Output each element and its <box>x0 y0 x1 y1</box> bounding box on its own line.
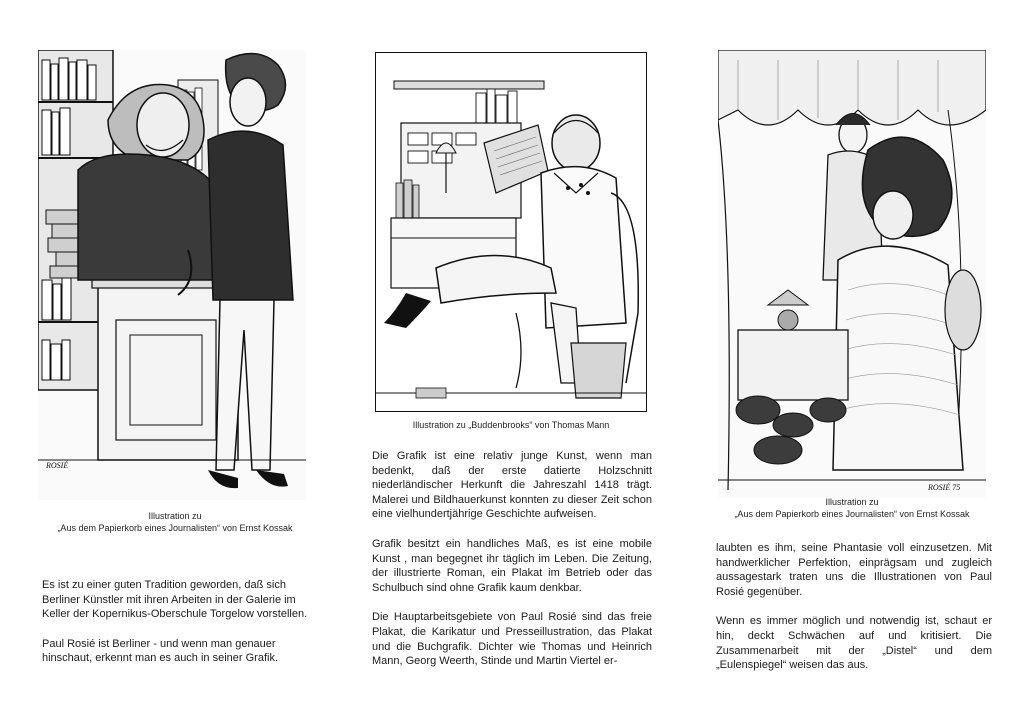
artist-signature: ROSIÉ 75 <box>928 483 961 492</box>
paragraph: Es ist zu einer guten Tradition geworden, daß sich Berliner Künstler mit ihren Arbeiten in der Galerie im Keller der Kopernikus-Oberschule Torgelow vorstellen. <box>42 579 308 621</box>
illustration-reading-man <box>375 52 647 412</box>
caption-middle: Illustration zu „Buddenbrooks“ von Thomas Mann <box>412 420 610 430</box>
text-column-right <box>716 541 992 688</box>
illustration-bookshop <box>38 50 306 500</box>
paragraph: Die Grafik ist eine relativ junge Kunst, wenn man bedenkt, daß der erste datierte Holzschnitt niederländischer Herkunft die Jahreszahl 1418 trägt. Malerei und Bildhauerkunst konnten zu dieser Zeit schon eine vielhundertjährige Geschichte aufweisen. <box>372 450 652 521</box>
reading-man-drawing <box>376 53 646 411</box>
caption-right <box>714 496 990 520</box>
caption-left-line1: Illustration zu <box>148 511 202 521</box>
paragraph: Die Hauptarbeitsgebiete von Paul Rosié sind das freie Plakat, die Karikatur und Presseillustration, das Plakat und die Buchgrafik. Dichter wie Thomas und Heinrich Mann, Georg Weerth, Stinde und Martin Viertel er- <box>372 611 652 668</box>
artist-signature: ROSIÉ <box>46 461 69 470</box>
paragraph: Paul Rosié ist Berliner - und wenn man genauer hinschaut, erkennt man es auch in seiner Grafik. <box>42 637 279 665</box>
caption-left-line2: „Aus dem Papierkorb eines Journalisten“ von Ernst Kossak <box>57 523 293 533</box>
caption-right-line2: „Aus dem Papierkorb eines Journalisten“ von Ernst Kossak <box>734 509 970 519</box>
paragraph: Grafik besitzt ein handliches Maß, es ist eine mobile Kunst , man begegnet ihr täglich im Leben. Die Zeitung, der illustrierte Roman, ein Plakat im Betrieb oder das Schulbuch sind ohne Grafik kaum denkbar. <box>372 537 652 594</box>
text-column-middle <box>372 449 652 684</box>
dressing-lady-drawing <box>718 50 986 498</box>
text-column-left <box>42 578 308 681</box>
paragraph: laubten es ihm, seine Phantasie voll einzusetzen. Mit handwerklicher Perfektion, einprägsam und zugleich aussagestark traten uns die Illustrationen von Paul Rosié gegenüber. <box>716 542 992 598</box>
illustration-dressing-lady <box>718 50 986 498</box>
caption-right-line1: Illustration zu <box>825 497 879 507</box>
bookshop-drawing <box>38 50 306 500</box>
caption-left <box>40 510 310 534</box>
paragraph: Wenn es immer möglich und notwendig ist, schaut er hin, deckt Schwächen auf und kritisiert. Die Zusammenarbeit mit der „Distel“ und dem „Eulenspiegel“ weisen das aus. <box>716 615 992 672</box>
